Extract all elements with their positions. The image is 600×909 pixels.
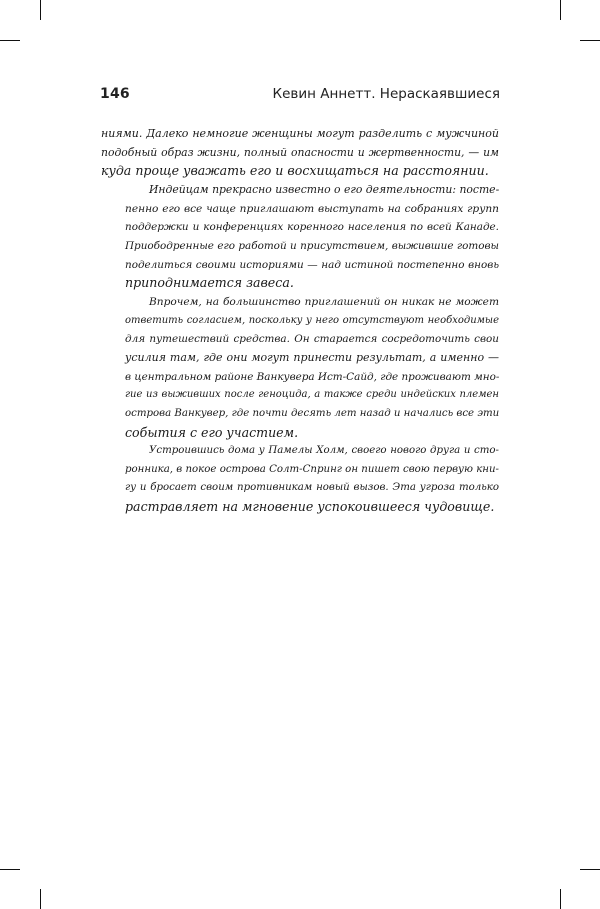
- crop-mark-top-left-vertical: [40, 0, 41, 20]
- text-line: гие из выживших после геноцида, а также среди индейских племен: [125, 389, 499, 401]
- crop-mark-bottom-right-vertical: [560, 889, 561, 909]
- crop-mark-top-right-vertical: [560, 0, 561, 20]
- text-line: Устроившись дома у Памелы Холм, своего нового друга и сто-: [149, 445, 499, 457]
- page-number: 146: [100, 86, 130, 102]
- crop-mark-bottom-right-horizontal: [580, 869, 600, 870]
- text-line: приподнимается завеса.: [125, 275, 294, 291]
- text-line: события с его участием.: [125, 424, 299, 440]
- text-line: пенно его все чаще приглашают выступать на собраниях групп: [125, 202, 499, 215]
- text-line: куда проще уважать его и восхищаться на расстоянии.: [101, 163, 489, 179]
- crop-mark-top-left-horizontal: [0, 40, 20, 41]
- paragraph-4: [101, 442, 499, 517]
- running-title: Кевин Аннетт. Нераскаявшиеся: [272, 86, 500, 102]
- text-line: острова Ванкувер, где почти десять лет назад и начались все эти: [125, 407, 500, 419]
- paragraph-3: [101, 293, 499, 442]
- text-line: ниями. Далеко немногие женщины могут разделить с мужчиной: [101, 127, 499, 140]
- text-line: Впрочем, на большинство приглашений он никак не может: [149, 295, 499, 308]
- crop-mark-top-right-horizontal: [580, 40, 600, 41]
- text-line: поддержки и конференциях коренного населения по всей Канаде.: [125, 221, 499, 234]
- running-header: [100, 86, 500, 106]
- text-line: поделиться своими историями — над истиной постепенно вновь: [125, 258, 499, 271]
- text-line: усилия там, где они могут принести результат, а именно —: [125, 350, 499, 364]
- paragraph-1: [101, 125, 499, 181]
- text-line: гу и бросает своим противникам новый вызов. Эта угроза только: [125, 482, 499, 494]
- crop-mark-bottom-left-horizontal: [0, 869, 20, 870]
- paragraph-2: [101, 181, 499, 293]
- text-line: ронника, в покое острова Солт-Спринг он пишет свою первую кни-: [125, 463, 499, 475]
- text-line: для путешествий средства. Он старается сосредоточить свои: [125, 333, 499, 346]
- text-line: Индейцам прекрасно известно о его деятельности: посте-: [149, 182, 500, 196]
- text-line: растравляет на мгновение успокоившееся чудовище.: [125, 499, 495, 515]
- text-line: в центральном районе Ванкувера Ист-Сайд, где проживают мно-: [125, 370, 500, 383]
- text-line: Приободренные его работой и присутствием, выжившие готовы: [125, 239, 499, 252]
- text-line: ответить согласием, поскольку у него отсутствуют необходимые: [125, 314, 499, 326]
- body-text: [101, 125, 499, 517]
- text-line: подобный образ жизни, полный опасности и жертвенности, — им: [101, 145, 499, 159]
- crop-mark-bottom-left-vertical: [40, 889, 41, 909]
